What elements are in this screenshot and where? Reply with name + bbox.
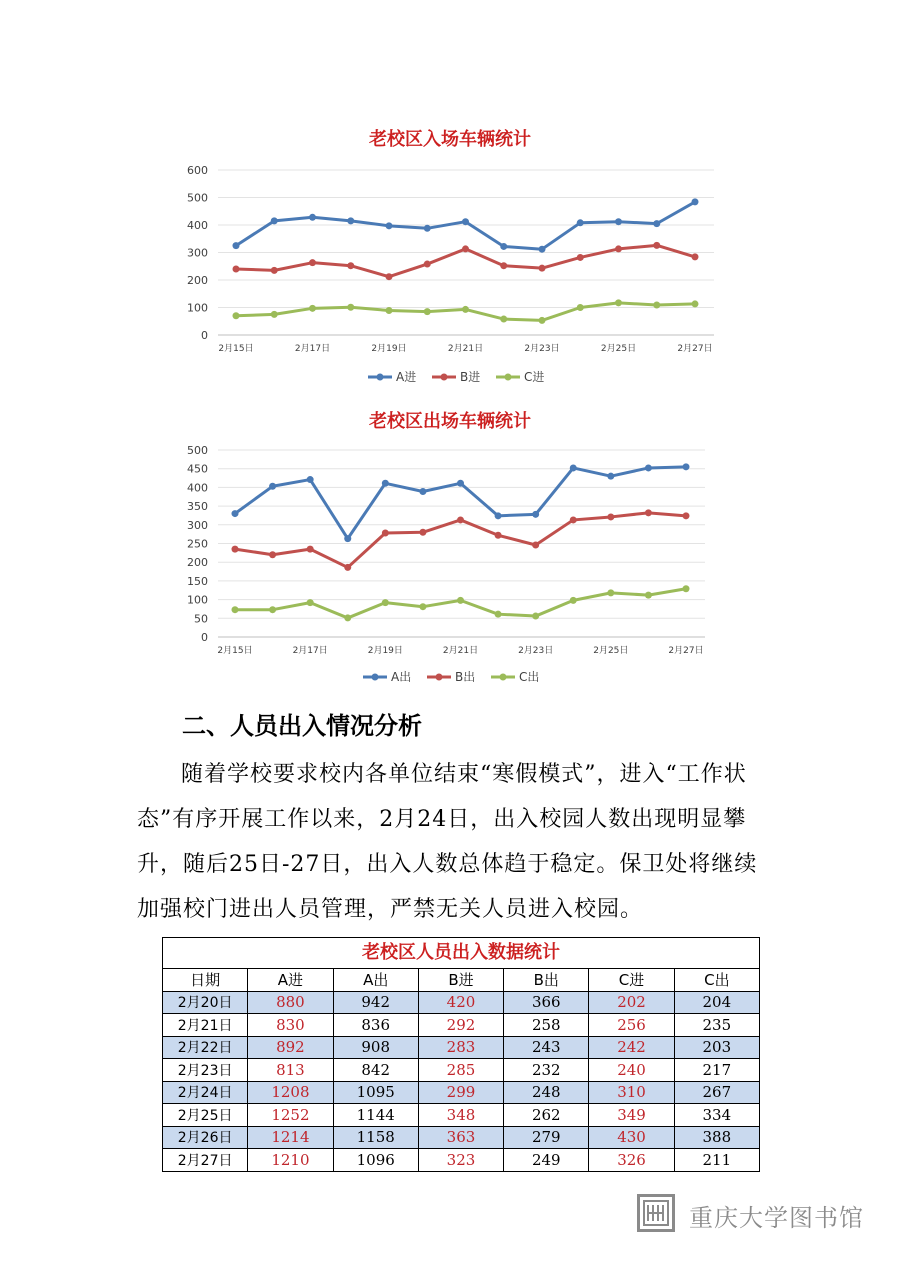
x-tick-label: 2月23日: [518, 646, 554, 656]
table-cell: 323: [418, 1149, 503, 1172]
data-point: [457, 480, 464, 487]
data-point: [386, 307, 393, 314]
table-cell: 240: [589, 1059, 674, 1082]
data-point: [307, 476, 314, 483]
data-point: [607, 589, 614, 596]
data-point: [539, 317, 546, 324]
table-cell: 830: [248, 1014, 333, 1037]
legend-label: C进: [524, 370, 545, 384]
data-point: [269, 483, 276, 490]
header-c-out: C出: [674, 969, 759, 992]
table-cell: 942: [333, 991, 418, 1014]
y-tick-label: 50: [194, 612, 208, 626]
data-point: [577, 304, 584, 311]
y-tick-label: 150: [187, 574, 208, 588]
table-cell: 267: [674, 1081, 759, 1104]
y-tick-label: 100: [187, 301, 208, 315]
data-point: [232, 606, 239, 613]
data-point: [233, 312, 240, 319]
data-point: [307, 599, 314, 606]
data-point: [233, 242, 240, 249]
data-point: [577, 254, 584, 261]
data-point: [386, 222, 393, 229]
data-point: [539, 246, 546, 253]
header-c-in: C进: [589, 969, 674, 992]
data-point: [615, 299, 622, 306]
table-cell: 235: [674, 1014, 759, 1037]
table-cell-date: 2月27日: [163, 1149, 248, 1172]
data-point: [269, 606, 276, 613]
data-point: [570, 516, 577, 523]
table-cell: 283: [418, 1036, 503, 1059]
data-point: [382, 599, 389, 606]
legend-label: B进: [460, 370, 481, 384]
header-b-in: B进: [418, 969, 503, 992]
table-cell: 242: [589, 1036, 674, 1059]
table-cell: 1144: [333, 1104, 418, 1127]
table-cell: 310: [589, 1081, 674, 1104]
legend-label: A出: [391, 670, 412, 684]
chart-exit-svg: [0, 400, 900, 695]
table-cell: 1208: [248, 1081, 333, 1104]
y-tick-label: 100: [187, 593, 208, 607]
table-cell: 285: [418, 1059, 503, 1082]
header-b-out: B出: [504, 969, 589, 992]
x-tick-label: 2月23日: [524, 344, 560, 354]
data-point: [309, 214, 316, 221]
data-point: [344, 614, 351, 621]
data-point: [382, 530, 389, 537]
table-cell: 1210: [248, 1149, 333, 1172]
data-point: [424, 225, 431, 232]
data-point: [419, 529, 426, 536]
data-point: [683, 585, 690, 592]
data-point: [495, 512, 502, 519]
table-cell: 1095: [333, 1081, 418, 1104]
table-cell-date: 2月22日: [163, 1036, 248, 1059]
table-cell-date: 2月20日: [163, 991, 248, 1014]
data-point: [495, 611, 502, 618]
table-cell: 1096: [333, 1149, 418, 1172]
table-cell: 842: [333, 1059, 418, 1082]
analysis-paragraph: 随着学校要求校内各单位结束“寒假模式”，进入“工作状态”有序开展工作以来，2月24日，出入校园人数出现明显攀升，随后25日-27日，出入人数总体趋于稳定。保卫处将继续加强校门进出人员管理，严禁无关人员进入校园。: [137, 762, 758, 922]
data-point: [419, 603, 426, 610]
table-cell-date: 2月26日: [163, 1126, 248, 1149]
table-title: 老校区人员出入数据统计: [162, 937, 760, 968]
table-cell: 908: [333, 1036, 418, 1059]
table-row: [163, 991, 760, 1014]
y-tick-label: 0: [201, 631, 208, 644]
data-point: [615, 245, 622, 252]
data-point: [462, 306, 469, 313]
x-tick-label: 2月15日: [218, 344, 254, 354]
table-row: [163, 1036, 760, 1059]
data-point: [532, 541, 539, 548]
data-point: [344, 535, 351, 542]
data-point: [419, 488, 426, 495]
data-point: [683, 512, 690, 519]
data-point: [232, 510, 239, 517]
table-cell: 211: [674, 1149, 759, 1172]
table-cell: 299: [418, 1081, 503, 1104]
personnel-table: [162, 937, 760, 1172]
y-tick-label: 600: [187, 164, 208, 177]
x-tick-label: 2月21日: [447, 344, 484, 354]
x-tick-label: 2月17日: [294, 344, 331, 354]
data-point: [271, 217, 278, 224]
data-point: [500, 316, 507, 323]
table-cell: 880: [248, 991, 333, 1014]
header-a-out: A出: [333, 969, 418, 992]
data-point: [500, 243, 507, 250]
y-tick-label: 200: [187, 274, 208, 287]
legend-marker: [377, 374, 384, 381]
y-tick-label: 250: [187, 537, 208, 551]
table-cell: 217: [674, 1059, 759, 1082]
data-point: [645, 592, 652, 599]
x-tick-label: 2月19日: [367, 646, 403, 656]
table-cell: 430: [589, 1126, 674, 1149]
x-tick-label: 2月27日: [668, 646, 704, 656]
data-point: [653, 302, 660, 309]
chart-entry-svg: [0, 115, 900, 395]
x-tick-label: 2月21日: [442, 646, 479, 656]
table-cell: 243: [504, 1036, 589, 1059]
data-point: [232, 546, 239, 553]
data-point: [386, 273, 393, 280]
data-point: [607, 473, 614, 480]
table-cell: 279: [504, 1126, 589, 1149]
table-cell: 349: [589, 1104, 674, 1127]
data-point: [462, 245, 469, 252]
data-point: [424, 308, 431, 315]
data-point: [495, 532, 502, 539]
table-row: [163, 1014, 760, 1037]
header-date: 日期: [163, 969, 248, 992]
data-point: [500, 262, 507, 269]
table-header-row: [163, 969, 760, 992]
x-tick-label: 2月25日: [593, 646, 629, 656]
table-row: [163, 1059, 760, 1082]
data-point: [347, 262, 354, 269]
table-cell-date: 2月25日: [163, 1104, 248, 1127]
table-cell: 248: [504, 1081, 589, 1104]
y-tick-label: 0: [201, 329, 208, 342]
data-point: [462, 218, 469, 225]
legend-label: A进: [396, 370, 417, 384]
data-point: [692, 300, 699, 307]
data-point: [344, 564, 351, 571]
data-table: [162, 968, 760, 1172]
table-cell-date: 2月23日: [163, 1059, 248, 1082]
y-tick-label: 300: [187, 246, 208, 260]
legend-label: B出: [455, 670, 476, 684]
library-seal-icon: [637, 1194, 675, 1232]
table-cell: 262: [504, 1104, 589, 1127]
table-row: [163, 1081, 760, 1104]
table-cell: 366: [504, 991, 589, 1014]
data-point: [577, 219, 584, 226]
x-tick-label: 2月15日: [217, 646, 253, 656]
data-point: [615, 218, 622, 225]
chart-entry-vehicles: [0, 115, 900, 395]
table-cell: 420: [418, 991, 503, 1014]
data-point: [539, 265, 546, 272]
library-logo: [637, 1192, 867, 1236]
data-point: [457, 516, 464, 523]
table-cell: 326: [589, 1149, 674, 1172]
data-point: [532, 511, 539, 518]
chart-title: 老校区入场车辆统计: [369, 129, 531, 150]
y-tick-label: 350: [187, 500, 208, 514]
section-heading: 二、人员出入情况分析: [182, 712, 422, 740]
table-cell: 292: [418, 1014, 503, 1037]
table-cell: 1158: [333, 1126, 418, 1149]
table-cell: 256: [589, 1014, 674, 1037]
y-tick-label: 400: [187, 481, 208, 495]
data-point: [457, 597, 464, 604]
data-point: [347, 217, 354, 224]
table-cell-date: 2月21日: [163, 1014, 248, 1037]
data-point: [645, 509, 652, 516]
table-cell-date: 2月24日: [163, 1081, 248, 1104]
legend-marker: [441, 374, 448, 381]
x-tick-label: 2月25日: [600, 344, 637, 354]
data-point: [269, 551, 276, 558]
series-line: [236, 202, 695, 249]
table-row: [163, 1126, 760, 1149]
legend-marker: [505, 374, 512, 381]
data-point: [653, 242, 660, 249]
table-cell: 249: [504, 1149, 589, 1172]
table-cell: 388: [674, 1126, 759, 1149]
data-point: [271, 267, 278, 274]
data-point: [309, 259, 316, 266]
data-point: [570, 597, 577, 604]
table-cell: 892: [248, 1036, 333, 1059]
y-tick-label: 500: [187, 191, 208, 205]
data-point: [683, 463, 690, 470]
data-point: [607, 513, 614, 520]
data-point: [233, 266, 240, 273]
table-row: [163, 1104, 760, 1127]
table-cell: 1214: [248, 1126, 333, 1149]
table-cell: 363: [418, 1126, 503, 1149]
data-point: [271, 311, 278, 318]
data-point: [382, 480, 389, 487]
y-tick-label: 500: [187, 444, 208, 457]
table-row: [163, 1149, 760, 1172]
table-cell: 258: [504, 1014, 589, 1037]
data-point: [532, 613, 539, 620]
table-cell: 836: [333, 1014, 418, 1037]
header-a-in: A进: [248, 969, 333, 992]
legend-label: C出: [519, 670, 540, 684]
data-point: [307, 546, 314, 553]
x-tick-label: 2月17日: [292, 646, 328, 656]
table-cell: 203: [674, 1036, 759, 1059]
data-point: [570, 464, 577, 471]
table-cell: 1252: [248, 1104, 333, 1127]
y-tick-label: 450: [187, 462, 208, 476]
data-point: [692, 253, 699, 260]
chart-exit-vehicles: [0, 400, 900, 695]
x-tick-label: 2月19日: [371, 344, 407, 354]
y-tick-label: 400: [187, 219, 208, 232]
data-point: [645, 464, 652, 471]
series-line: [235, 467, 686, 539]
legend-marker: [436, 674, 443, 681]
table-cell: 348: [418, 1104, 503, 1127]
y-tick-label: 200: [187, 556, 208, 570]
data-point: [309, 305, 316, 312]
legend-marker: [372, 674, 379, 681]
table-cell: 813: [248, 1059, 333, 1082]
table-cell: 232: [504, 1059, 589, 1082]
data-point: [692, 198, 699, 205]
table-cell: 202: [589, 991, 674, 1014]
table-cell: 334: [674, 1104, 759, 1127]
x-tick-label: 2月27日: [677, 344, 713, 354]
table-cell: 204: [674, 991, 759, 1014]
data-point: [424, 261, 431, 268]
chart-title: 老校区出场车辆统计: [369, 411, 531, 432]
legend-marker: [500, 674, 507, 681]
y-tick-label: 300: [187, 518, 208, 532]
data-point: [653, 220, 660, 227]
data-point: [347, 304, 354, 311]
library-logo-text: 重庆大学图书馆: [689, 1204, 864, 1232]
